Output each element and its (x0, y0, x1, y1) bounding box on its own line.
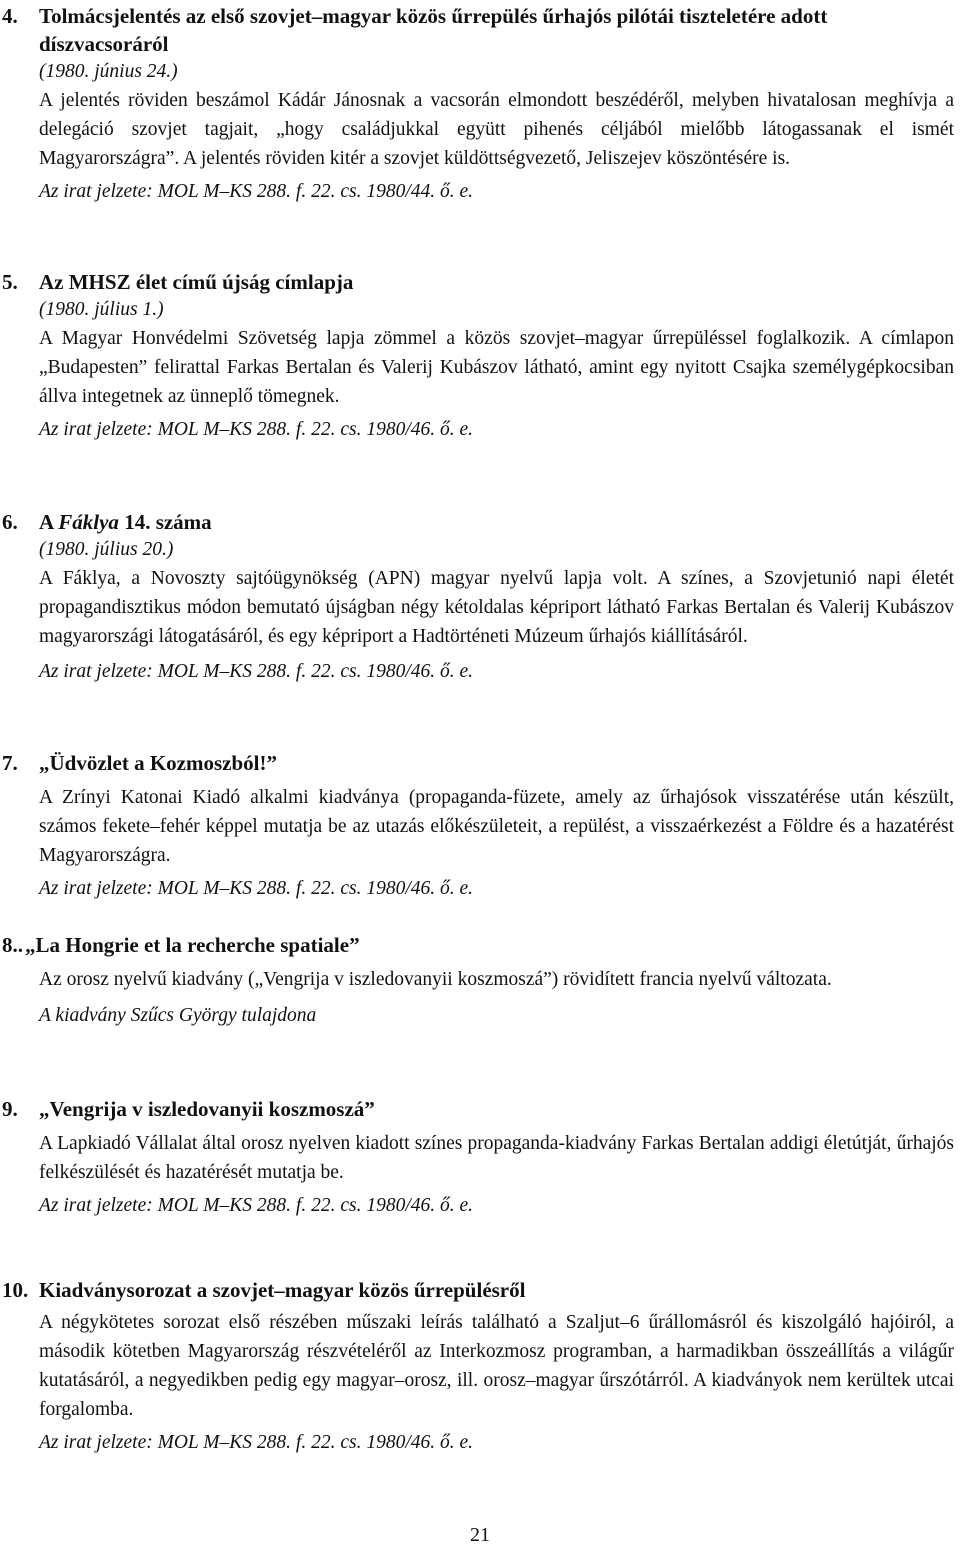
title-part-italic: Fáklya (58, 510, 119, 534)
entry-source: Az irat jelzete: MOL M–KS 288. f. 22. cs. 1980/46. ő. e. (39, 878, 474, 899)
entry-number: 8.. (2, 933, 23, 957)
entry-5 (0, 268, 958, 444)
entry-heading (0, 1095, 958, 1123)
entry-9 (0, 1095, 958, 1220)
entry-heading (0, 268, 958, 296)
entry-description: A Zrínyi Katonai Kiadó alkalmi kiadványa (propaganda-füzete, amely az űrhajósok visszatérése után készült, számos fekete–fehér képpel mutatja be az utazás előkészületeit, a repülést, a visszaérkezést a Földre és a hazatérést Magyarországra. (39, 787, 954, 866)
entry-7 (0, 749, 958, 903)
entry-heading (0, 1276, 958, 1304)
entry-title: „Vengrija v iszledovanyii koszmoszá” (39, 1097, 375, 1121)
entry-date: (1980. július 1.) (39, 299, 164, 320)
entry-source: A kiadvány Szűcs György tulajdona (39, 1005, 317, 1026)
page-number: 21 (470, 1524, 490, 1546)
entry-source: Az irat jelzete: MOL M–KS 288. f. 22. cs. 1980/46. ő. e. (39, 661, 474, 682)
entry-description: A Fáklya, a Novoszty sajtóügynökség (APN) magyar nyelvű lapja volt. A színes, a Szovjetunió napi életét propagandisztikus módon bemutató újságban négy kétoldalas képriport látható Farkas Bertalan és Valerij Kubászov magyarországi látogatásáról, és egy képriport a Hadtörténeti Múzeum űrhajós kiállításáról. (39, 568, 954, 647)
entry-number: 9. (2, 1097, 18, 1121)
entry-description: Az orosz nyelvű kiadvány („Vengrija v iszledovanyii koszmoszá”) rövidített francia nyelvű változata. (39, 969, 832, 990)
entry-number: 5. (2, 270, 18, 294)
entry-source: Az irat jelzete: MOL M–KS 288. f. 22. cs. 1980/46. ő. e. (39, 419, 474, 440)
entry-heading (0, 508, 958, 536)
entry-source: Az irat jelzete: MOL M–KS 288. f. 22. cs. 1980/44. ő. e. (39, 181, 474, 202)
entry-number: 6. (2, 510, 18, 534)
entry-10 (0, 1276, 958, 1457)
entry-number: 10. (2, 1278, 29, 1302)
entry-description: A négykötetes sorozat első részében műszaki leírás található a Szaljut–6 űrállomásról és kiszolgáló hajóiról, a második kötetben Magyarország részvételéről az Interkozmosz programban, a harmadikban összeállítás a világűr kutatásáról, a negyedikben pedig egy magyar–orosz, ill. orosz–magyar űrszótárról. A kiadványok nem kerültek utcai forgalomba. (39, 1312, 954, 1420)
entry-heading (0, 931, 958, 959)
entry-4 (0, 2, 958, 206)
entry-description: A jelentés röviden beszámol Kádár Jánosnak a vacsorán elmondott beszédéről, melyben hivatalosan meghívja a delegáció szovjet tagjait, „hogy családjukkal együtt pihenés céljából mielőbb látogassanak el ismét Magyarországra”. A jelentés röviden kitér a szovjet küldöttségvezető, Jeliszejev köszöntésére is. (39, 90, 954, 169)
entry-date: (1980. június 24.) (39, 61, 178, 82)
entry-title: Tolmácsjelentés az első szovjet–magyar közös űrrepülés űrhajós pilótái tiszteletére adott díszvacsoráról (39, 4, 828, 56)
entry-heading (0, 2, 958, 58)
entry-8 (0, 931, 958, 1030)
title-part: 14. száma (118, 510, 212, 534)
entry-number: 7. (2, 751, 18, 775)
entry-title: Kiadványsorozat a szovjet–magyar közös űrrepülésről (39, 1278, 526, 1302)
entry-title: Az MHSZ élet című újság címlapja (39, 270, 354, 294)
entry-title: „Üdvözlet a Kozmoszból!” (39, 751, 277, 775)
entry-heading (0, 749, 958, 777)
entry-source: Az irat jelzete: MOL M–KS 288. f. 22. cs. 1980/46. ő. e. (39, 1432, 474, 1453)
entry-number: 4. (2, 4, 18, 28)
entry-date: (1980. július 20.) (39, 539, 174, 560)
title-part: A (39, 510, 59, 534)
entry-description: A Magyar Honvédelmi Szövetség lapja zömmel a közös szovjet–magyar űrrepüléssel foglalkozik. A címlapon „Budapesten” felirattal Farkas Bertalan és Valerij Kubászov látható, amint egy nyitott Csajka személygépkocsiban állva integetnek az ünneplő tömegnek. (39, 328, 954, 407)
entry-source: Az irat jelzete: MOL M–KS 288. f. 22. cs. 1980/46. ő. e. (39, 1195, 474, 1216)
entry-description: A Lapkiadó Vállalat által orosz nyelven kiadott színes propaganda-kiadvány Farkas Bertalan addigi életútját, űrhajós felkészülését és hazatérését mutatja be. (39, 1133, 954, 1183)
entry-title (39, 508, 952, 536)
entry-6 (0, 508, 958, 686)
entry-title: „La Hongrie et la recherche spatiale” (25, 933, 360, 957)
